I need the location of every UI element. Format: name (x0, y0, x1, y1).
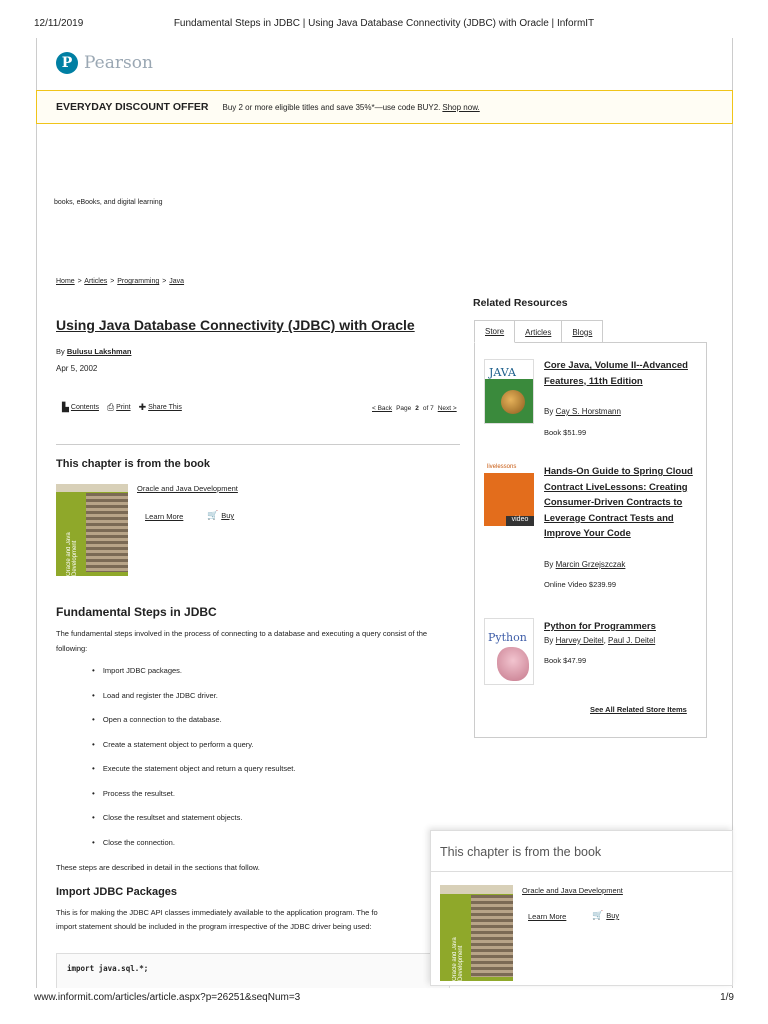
breadcrumb (56, 278, 184, 285)
breadcrumb-separator: > (162, 278, 167, 285)
buy-button[interactable] (207, 510, 234, 521)
related-tabs (474, 320, 602, 343)
resource-author: By Harvey Deitel, Paul J. Deitel (544, 636, 656, 645)
buy-label: Buy (606, 911, 620, 920)
pager-page-prefix: Page (396, 405, 412, 412)
contents-icon: ▙ (62, 402, 69, 412)
see-all-link[interactable]: See All Related Store Items (590, 705, 687, 714)
plus-icon: ✚ (138, 402, 147, 412)
pearson-logo[interactable] (56, 52, 153, 74)
author-link[interactable]: Paul J. Deitel (608, 636, 656, 645)
code-block (56, 953, 450, 988)
list-item: • Process the resultset. (92, 789, 295, 814)
list-item: • Create a statement object to perform a query. (92, 740, 295, 765)
print-header (34, 18, 734, 32)
contents-label: Contents (70, 404, 99, 411)
learn-more-link[interactable]: Learn More (145, 512, 184, 521)
python-thumbnail[interactable]: Python (484, 618, 534, 685)
author-link[interactable]: Marcin Grzejszczak (555, 560, 626, 569)
article-tools (62, 402, 190, 413)
resource-title-link[interactable]: Python for Programmers (544, 621, 656, 632)
pearson-logo-icon: P (56, 52, 78, 74)
list-item: • Import JDBC packages. (92, 666, 295, 691)
print-date: 12/11/2019 (34, 18, 84, 29)
pager (372, 405, 457, 412)
divider (430, 871, 733, 872)
book-cover-title: Oracle and Java Development (452, 937, 464, 981)
divider (56, 444, 460, 445)
sticky-book-title-link[interactable]: Oracle and Java Development (522, 886, 623, 895)
sub-heading: Import JDBC Packages (56, 886, 178, 898)
sticky-heading: This chapter is from the book (440, 845, 602, 859)
code-line: import java.sql.*; (67, 964, 149, 973)
resource-title-link[interactable]: Core Java, Volume II--Advanced Features, 11th Edition (544, 360, 688, 387)
section-outro: These steps are described in detail in the sections that follow. (56, 863, 260, 872)
list-item: • Close the connection. (92, 838, 295, 863)
discount-offer-banner (36, 90, 733, 124)
section-heading: Fundamental Steps in JDBC (56, 605, 217, 619)
print-page-number: 1/9 (720, 992, 734, 1003)
resource-author: By Cay S. Horstmann (544, 407, 621, 416)
sticky-buy-button[interactable] (592, 910, 619, 921)
list-item: • Close the resultset and statement objects. (92, 813, 295, 838)
breadcrumb-java[interactable]: Java (169, 278, 185, 285)
cart-icon: 🛒 (592, 910, 604, 920)
print-icon: ⎙ (106, 402, 115, 412)
list-item: • Open a connection to the database. (92, 715, 295, 740)
section-intro: The fundamental steps involved in the process of connecting to a database and executing a query consist of the following: (56, 629, 428, 653)
pager-total: of 7 (422, 405, 434, 412)
print-url: www.informit.com/articles/article.aspx?p=26251&seqNum=3 (34, 992, 301, 1003)
pager-back-link[interactable]: < Back (372, 405, 393, 412)
byline-by: By (56, 347, 65, 356)
share-label: Share This (148, 404, 182, 411)
print-title: Fundamental Steps in JDBC | Using Java Database Connectivity (JDBC) with Oracle | InformIT (173, 18, 595, 29)
list-item: • Execute the statement object and return a query resultset. (92, 764, 295, 789)
author-link[interactable]: Cay S. Horstmann (555, 407, 621, 416)
sub-text: This is for making the JDBC API classes immediately available to the application program. The fo (56, 908, 378, 917)
sub-text-2: import statement should be included in the program irrespective of the JDBC driver being used: (56, 922, 372, 931)
buy-label: Buy (221, 511, 235, 520)
steps-list (92, 666, 295, 862)
book-cover-title: Oracle and Java Development (66, 532, 78, 576)
resource-price: Online Video $239.99 (544, 580, 617, 589)
tab-articles[interactable]: Articles (514, 320, 562, 343)
spring-cloud-thumbnail[interactable]: livelessons video (484, 463, 534, 526)
offer-title: EVERYDAY DISCOUNT OFFER (56, 101, 209, 113)
breadcrumb-separator: > (110, 278, 115, 285)
related-resources-heading: Related Resources (473, 297, 568, 309)
offer-text: Buy 2 or more eligible titles and save 35%*—use code BUY2. (222, 102, 441, 112)
breadcrumb-programming[interactable]: Programming (117, 278, 160, 285)
resource-author: By Marcin Grzejszczak (544, 560, 626, 569)
author-link[interactable]: Bulusu Lakshman (66, 347, 132, 356)
article-title[interactable]: Using Java Database Connectivity (JDBC) with Oracle (56, 317, 415, 333)
contents-button[interactable] (62, 402, 99, 413)
resource-title-link[interactable]: Hands-On Guide to Spring Cloud Contract LiveLessons: Creating Consumer-Driven Contracts to Leverage Contract Tests and Improve Your Code (544, 466, 693, 539)
core-java-thumbnail[interactable]: JAVA (484, 359, 534, 424)
cart-icon: 🛒 (207, 510, 219, 520)
tab-blogs[interactable]: Blogs (561, 320, 603, 343)
share-button[interactable] (139, 402, 182, 413)
book-title-link[interactable]: Oracle and Java Development (137, 484, 238, 493)
brand-tagline: books, eBooks, and digital learning (54, 199, 163, 206)
author-link[interactable]: Harvey Deitel (555, 636, 604, 645)
book-cover-image[interactable] (56, 484, 128, 576)
resource-price: Book $47.99 (544, 656, 587, 665)
publish-date: Apr 5, 2002 (56, 364, 98, 373)
sticky-book-cover[interactable] (440, 885, 513, 981)
resource-price: Book $51.99 (544, 428, 587, 437)
print-label: Print (116, 404, 131, 411)
chapter-book-heading: This chapter is from the book (56, 458, 211, 470)
pager-current-page: 2 (415, 405, 419, 412)
print-button[interactable] (107, 402, 131, 413)
byline (56, 347, 131, 356)
breadcrumb-articles[interactable]: Articles (84, 278, 108, 285)
sticky-learn-more-link[interactable]: Learn More (528, 912, 567, 921)
tab-store[interactable]: Store (474, 320, 515, 343)
list-item: • Load and register the JDBC driver. (92, 691, 295, 716)
breadcrumb-separator: > (77, 278, 82, 285)
pearson-logo-text: Pearson (84, 53, 153, 73)
breadcrumb-home[interactable]: Home (56, 278, 75, 285)
shop-now-link[interactable]: Shop now. (442, 102, 480, 112)
pager-next-link[interactable]: Next > (437, 405, 457, 412)
